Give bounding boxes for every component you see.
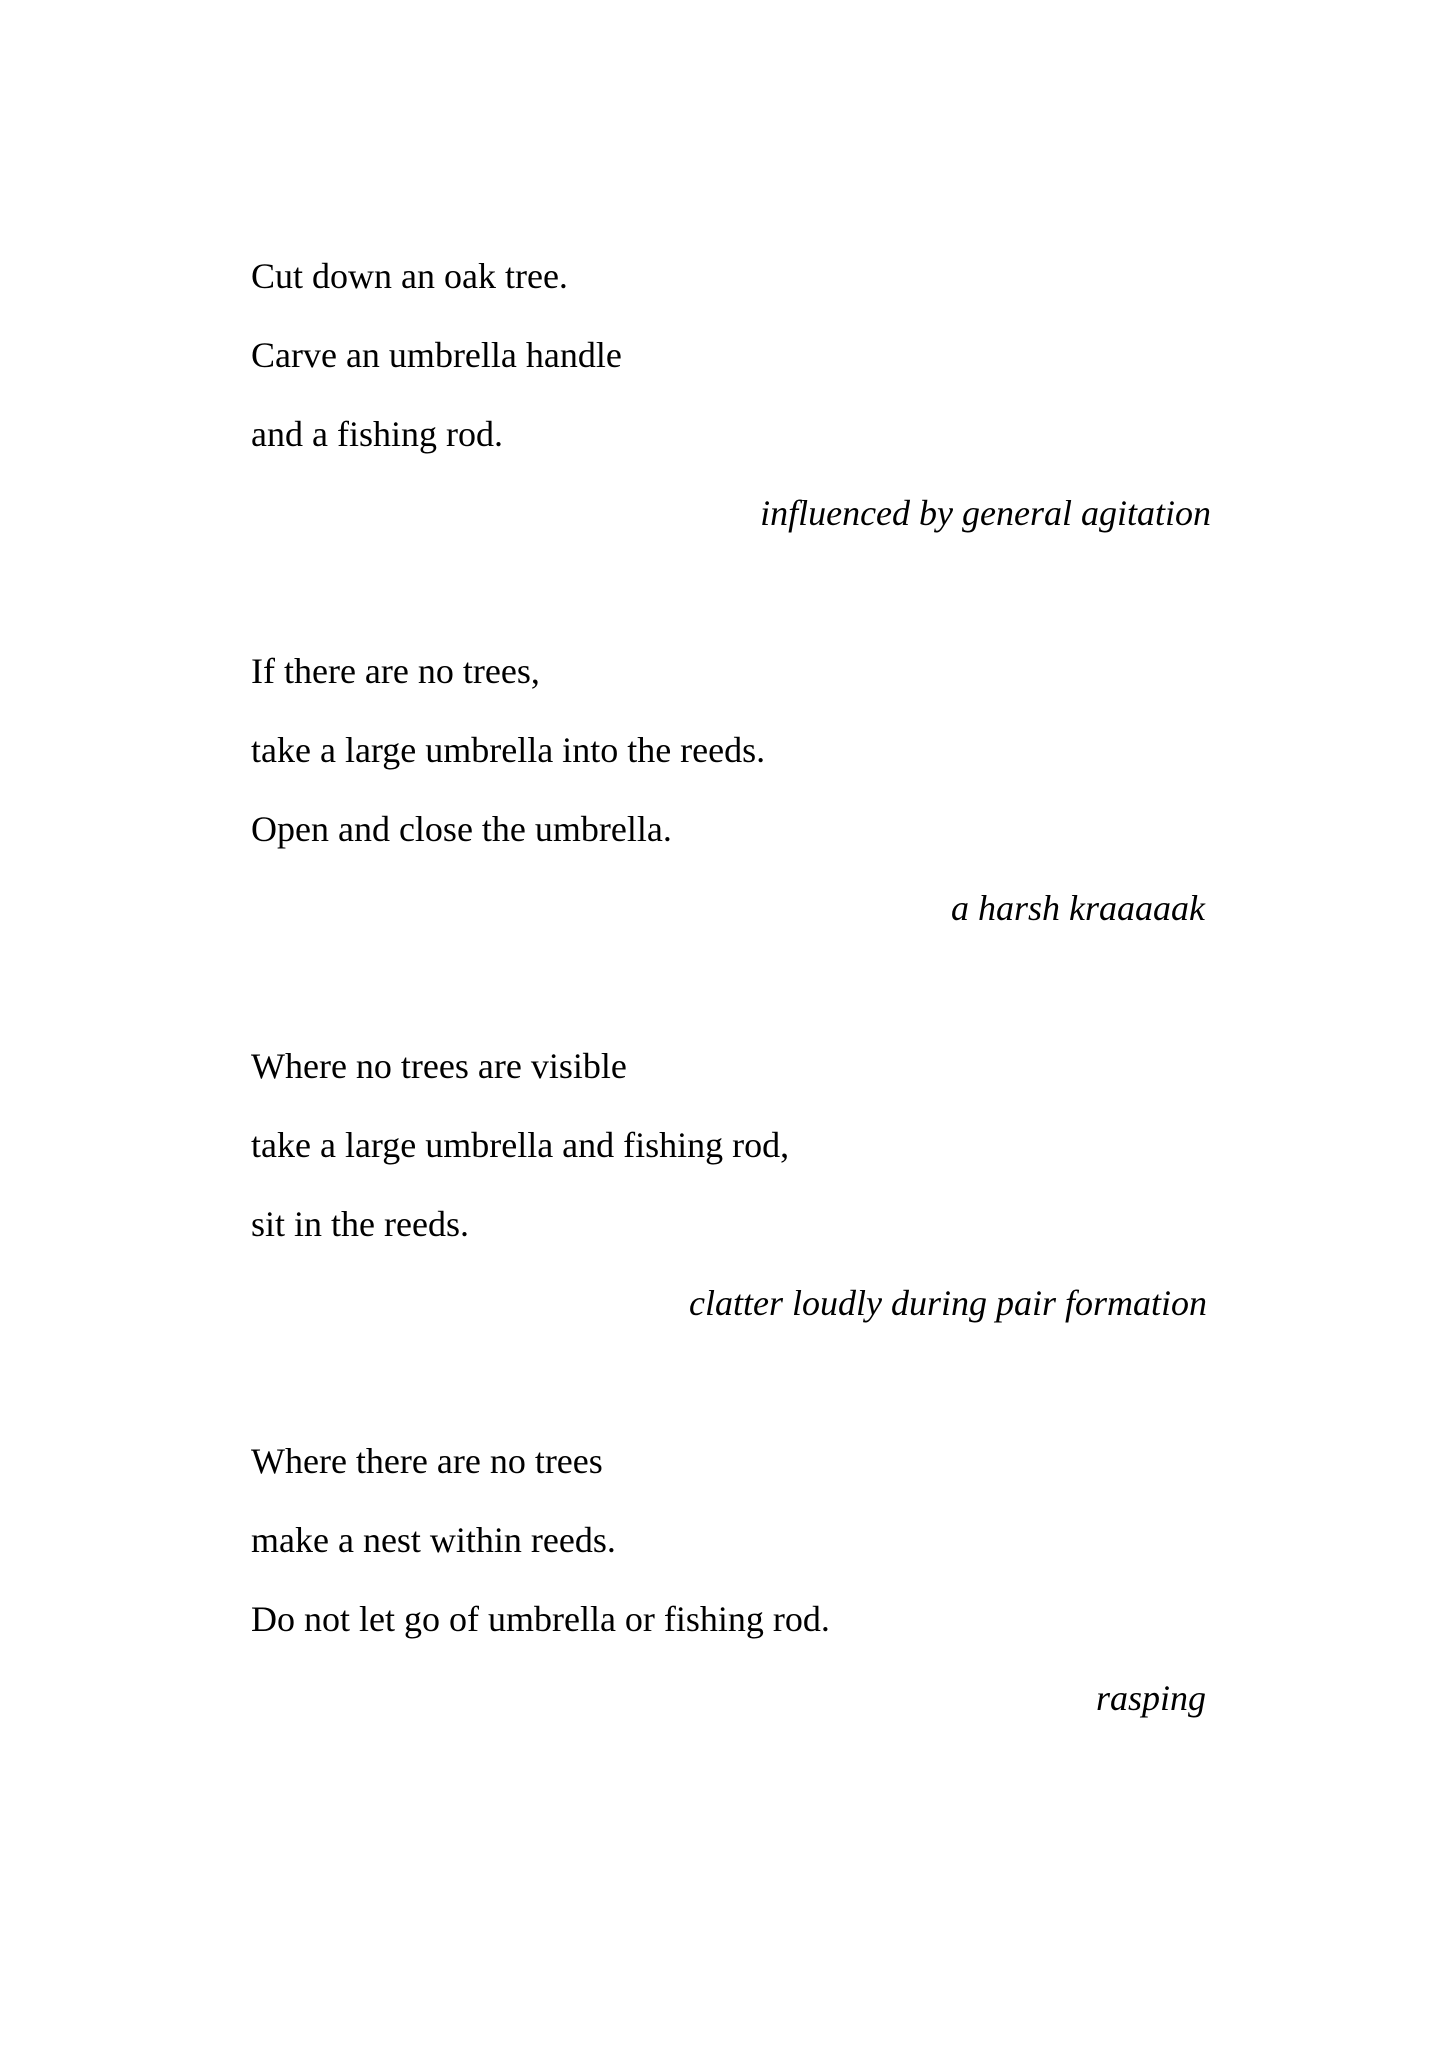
stanza-1-note: influenced by general agitation: [760, 493, 1211, 533]
stanza-3-line-2: take a large umbrella and fishing rod,: [251, 1125, 790, 1165]
stanza-2-line-2: take a large umbrella into the reeds.: [251, 730, 766, 770]
stanza-2-line-1: If there are no trees,: [251, 651, 540, 691]
stanza-4-line-1: Where there are no trees: [251, 1441, 603, 1481]
stanza-4-note: rasping: [1095, 1678, 1206, 1718]
stanza-1-line-2: Carve an umbrella handle: [251, 335, 622, 375]
stanza-3-line-1: Where no trees are visible: [251, 1046, 627, 1086]
stanza-1-line-1: Cut down an oak tree.: [251, 256, 568, 296]
stanza-3-line-3: sit in the reeds.: [251, 1204, 469, 1244]
stanza-2-note: a harsh kraaaaak: [951, 888, 1205, 928]
stanza-2-line-3: Open and close the umbrella.: [251, 809, 672, 849]
stanza-3-note: clatter loudly during pair formation: [689, 1283, 1207, 1323]
stanza-1-line-3: and a fishing rod.: [251, 414, 503, 454]
stanza-4-line-3: Do not let go of umbrella or fishing rod.: [251, 1599, 830, 1639]
stanza-4-line-2: make a nest within reeds.: [251, 1520, 616, 1560]
